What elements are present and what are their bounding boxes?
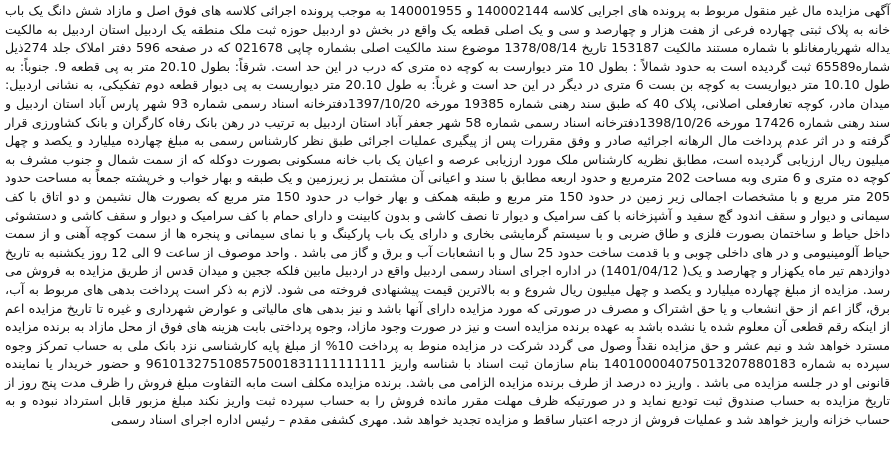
auction-notice-body: آگهی مزایده مال غیر منقول مربوط به پرونده های اجرایی کلاسه 140002144 و 140001955 به موجب پرونده اجرائی کلاسه های فوق اصل و مازاد شش دانگ یک باب خانه به پلاک ثبتی چهارده فرعی از هفت هزار و چهارصد و سی و یک اصلی قطعه یک واقع در بخش دو اردبیل حوزه ثبت ملک منطقه یک اردبیل استان اردبیل به مالکیت یداله شهریارمغانلو با شماره مستند مالکیت 153187 تاریخ 1378/08/14 موضوع سند مالکیت اصلی بشماره چاپی 021678 که در صفحه 596 دفتر املاک جلد 274ذیل شماره65589 ثبت گردیده است به حدود شمالاً : بطول 10 متر دیوارست به کوچه ده متری که درب در این حد است. شرقاً: بطول 20.10 متر به پی قطعه 9. جنوباً: به طول 10.10 متر دیواریست به کوچه بن بست 6 متری در دیگر در این حد است و غرباً: به طول 20.10 متر دیواریست به پی دیوار قطعه دوم تفکیکی، به نشانی اردبیل: میدان مادر، کوچه تعارفعلی اصلانی، پلاک 40 که طبق سند رهنی شماره 19385 مورخه 1397/10/20دفترخانه اسناد رسمی شماره 93 شهر پارس آباد استان اردبیل و سند رهنی شماره 17426 مورخه 1398/10/26دفترخانه اسناد رسمی شماره 58 شهر جعفر آباد استان اردبیل به ترتیب در رهن بانک رفاه کارگران و بانک کشاورزی قرار گرفته و در اثر عدم پرداخت مال الرهانه اجرائیه صادر و وفق مقررات پس از پیگیری عملیات اجرائی طبق نظر کارشناس رسمی به مبلغ چهارده میلیارد و یکصد و چهل میلیون ریال ارزیابی گردیده است، مطابق نظریه کارشناس ملک مورد ارزیابی عرصه و اعیان یک باب خانه مسکونی بصورت دوکله که از سمت شمال و جنوب مشرف به کوچه ده متری و 6 متری وبه مساحت 202 مترمربع و حدود اربعه مطابق با سند و اعیانی آن مشتمل بر زیرزمین و یک طبقه و بهار خواب و خرپشته جمعاً به مساحت حدود 205 متر مربع و با مشخصات اجمالی زیر زمین در حدود 150 متر مربع و طبقه همکف و بهار خواب در حدود 150 متر مربع که بصورت هال نشیمن و دو اتاق با کف سیمانی و دیوار و سقف اندود گچ سفید و آشپزخانه با کف سرامیک و دیوار تا نصف کاشی و بدون کابینت و دارای حمام با کف سرامیک و دیوار و سقف کاشی و دستشوئی داخل حیاط و ساختمان بصورت فلزی و طاق ضربی و با سیستم گرمایشی بخاری و دارای یک باب پارکینگ و با نمای سیمانی و پنجره ها از سمت کوچه آهنی و از سمت حیاط آلومینیومی و در های داخلی چوبی و با قدمت ساخت حدود 25 سال و با انشعابات آب و برق و گاز می باشد . واحد موصوف از ساعت 9 الی 12 روز یکشنبه به تاریخ دوازدهم تیر ماه یکهزار و چهارصد و یک( 1401/04/12) در اداره اجرای اسناد رسمی اردبیل واقع در اردبیل مابین فلکه ججین و میدان قدس از طریق مزایده به فروش می رسد. مزایده از مبلغ چهارده میلیارد و یکصد و چهل میلیون ریال شروع و به بالاترین قیمت پیشنهادی فروخته می شود. لازم به ذکر است پرداخت بدهی های مربوط به آب، برق، گاز اعم از حق انشعاب و یا حق اشتراک و مصرف در صورتی که مورد مزایده دارای آنها باشد و نیز بدهی های مالیاتی و عوارض شهرداری و غیره تا تاریخ مزایده اعم از اینکه رقم قطعی آن معلوم شده یا نشده باشد به عهده برنده مزایده است و نیز در صورت وجود مازاد، وجوه پرداختی بابت هزینه های فوق از محل مازاد به برنده مزایده مسترد خواهد شد و نیم عشر و حق مزایده نقداً وصول می گردد شرکت در مزایده منوط به پرداخت 10% از مبلغ پایه کارشناسی نزد بانک ملی به حساب تمرکز وجوه سپرده به شماره 140100004075013207880183 بنام سازمان ثبت اسناد با شناسه واریز 961013275108575001831111111111 و حضور خریدار یا نماینده قانونی او در جلسه مزایده می باشد . واریز ده درصد از طرف برنده مزایده الزامی می باشد. برنده مزایده مکلف است مابه التفاوت مبلغ فروش را ظرف مدت پنج روز از تاریخ مزایده به حساب صندوق ثبت تودیع نماید و در صورتیکه ظرف مهلت مقرر مانده فروش را به حساب سپرده ثبت واریز نکند مبلغ مزبور قابل استرداد نبوده و به حساب خزانه واریز خواهد شد و عملیات فروش از درجه اعتبار ساقط و مزایده تجدید خواهد شد. مهری کشفی مقدم – رئیس اداره اجرای اسناد رسمی: [5, 3, 891, 428]
